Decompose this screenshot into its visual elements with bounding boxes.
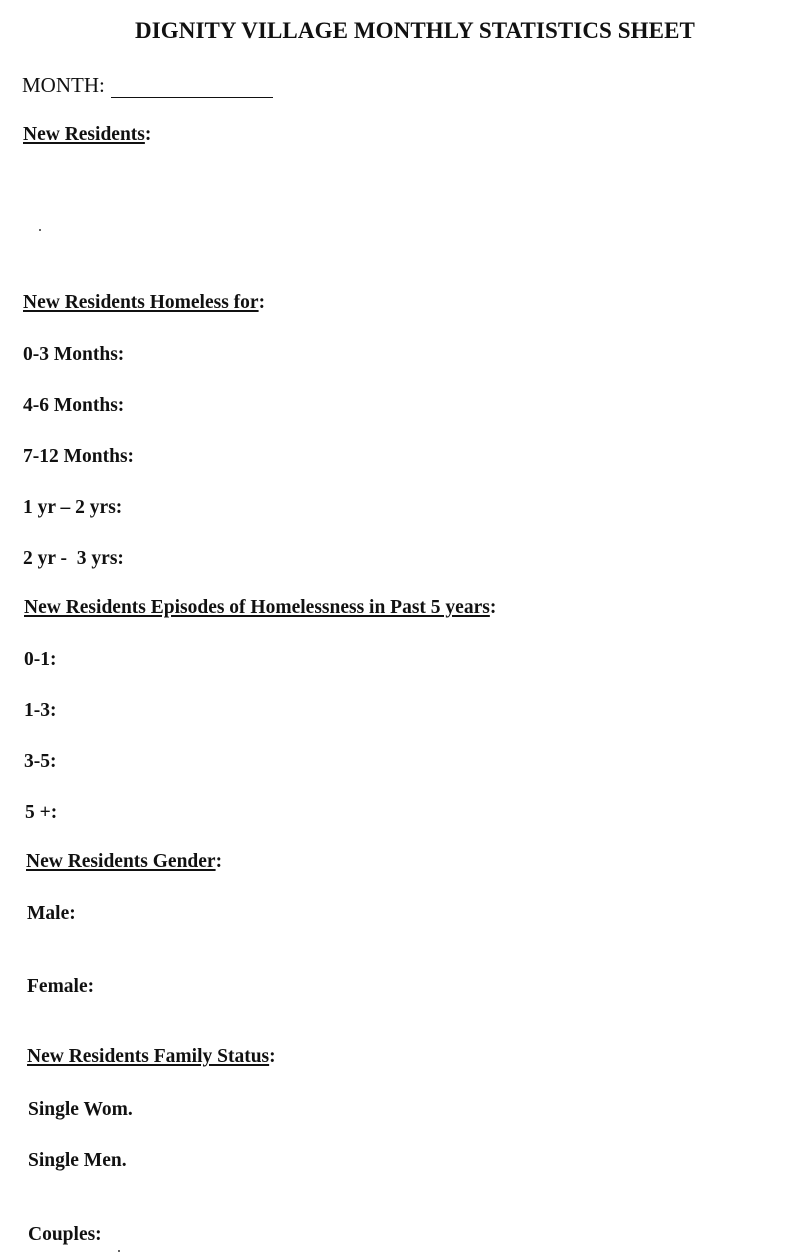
homeless-for-heading-text: New Residents Homeless for — [23, 292, 259, 313]
scan-speck — [39, 229, 41, 231]
homeless-0-3-months: 0-3 Months: — [23, 344, 125, 365]
episodes-heading — [24, 597, 496, 619]
new-residents-heading — [23, 124, 151, 146]
episodes-5-plus: 5 +: — [25, 802, 58, 823]
homeless-7-12-months: 7-12 Months: — [23, 446, 135, 467]
gender-heading — [26, 851, 222, 873]
episodes-heading-colon: : — [489, 597, 497, 618]
family-status-heading — [27, 1046, 276, 1068]
episodes-3-5: 3-5: — [24, 751, 57, 772]
homeless-2-3-yrs: 2 yr - 3 yrs: — [23, 548, 124, 569]
family-single-women: Single Wom. — [28, 1099, 133, 1120]
gender-male: Male: — [27, 903, 76, 924]
family-status-heading-colon: : — [269, 1046, 276, 1067]
month-label: MONTH: — [22, 73, 105, 97]
homeless-for-heading — [23, 292, 265, 314]
episodes-0-1: 0-1: — [24, 649, 57, 670]
homeless-1-2-yrs: 1 yr – 2 yrs: — [23, 497, 123, 518]
page-title: DIGNITY VILLAGE MONTHLY STATISTICS SHEET — [134, 18, 695, 43]
homeless-for-heading-colon: : — [258, 292, 266, 313]
episodes-heading-text: New Residents Episodes of Homelessness in Past 5 years — [24, 597, 490, 618]
family-couples: Couples: — [28, 1224, 102, 1245]
new-residents-heading-text: New Residents — [23, 124, 145, 145]
episodes-1-3: 1-3: — [24, 700, 57, 721]
gender-female: Female: — [27, 976, 95, 997]
month-row — [22, 73, 273, 98]
scan-speck — [118, 1250, 120, 1252]
gender-heading-text: New Residents Gender — [26, 851, 216, 872]
family-status-heading-text: New Residents Family Status — [27, 1046, 270, 1067]
new-residents-heading-colon: : — [144, 124, 152, 145]
month-field[interactable] — [111, 77, 273, 98]
homeless-4-6-months: 4-6 Months: — [23, 395, 125, 416]
gender-heading-colon: : — [215, 851, 223, 872]
family-single-men: Single Men. — [28, 1150, 127, 1171]
